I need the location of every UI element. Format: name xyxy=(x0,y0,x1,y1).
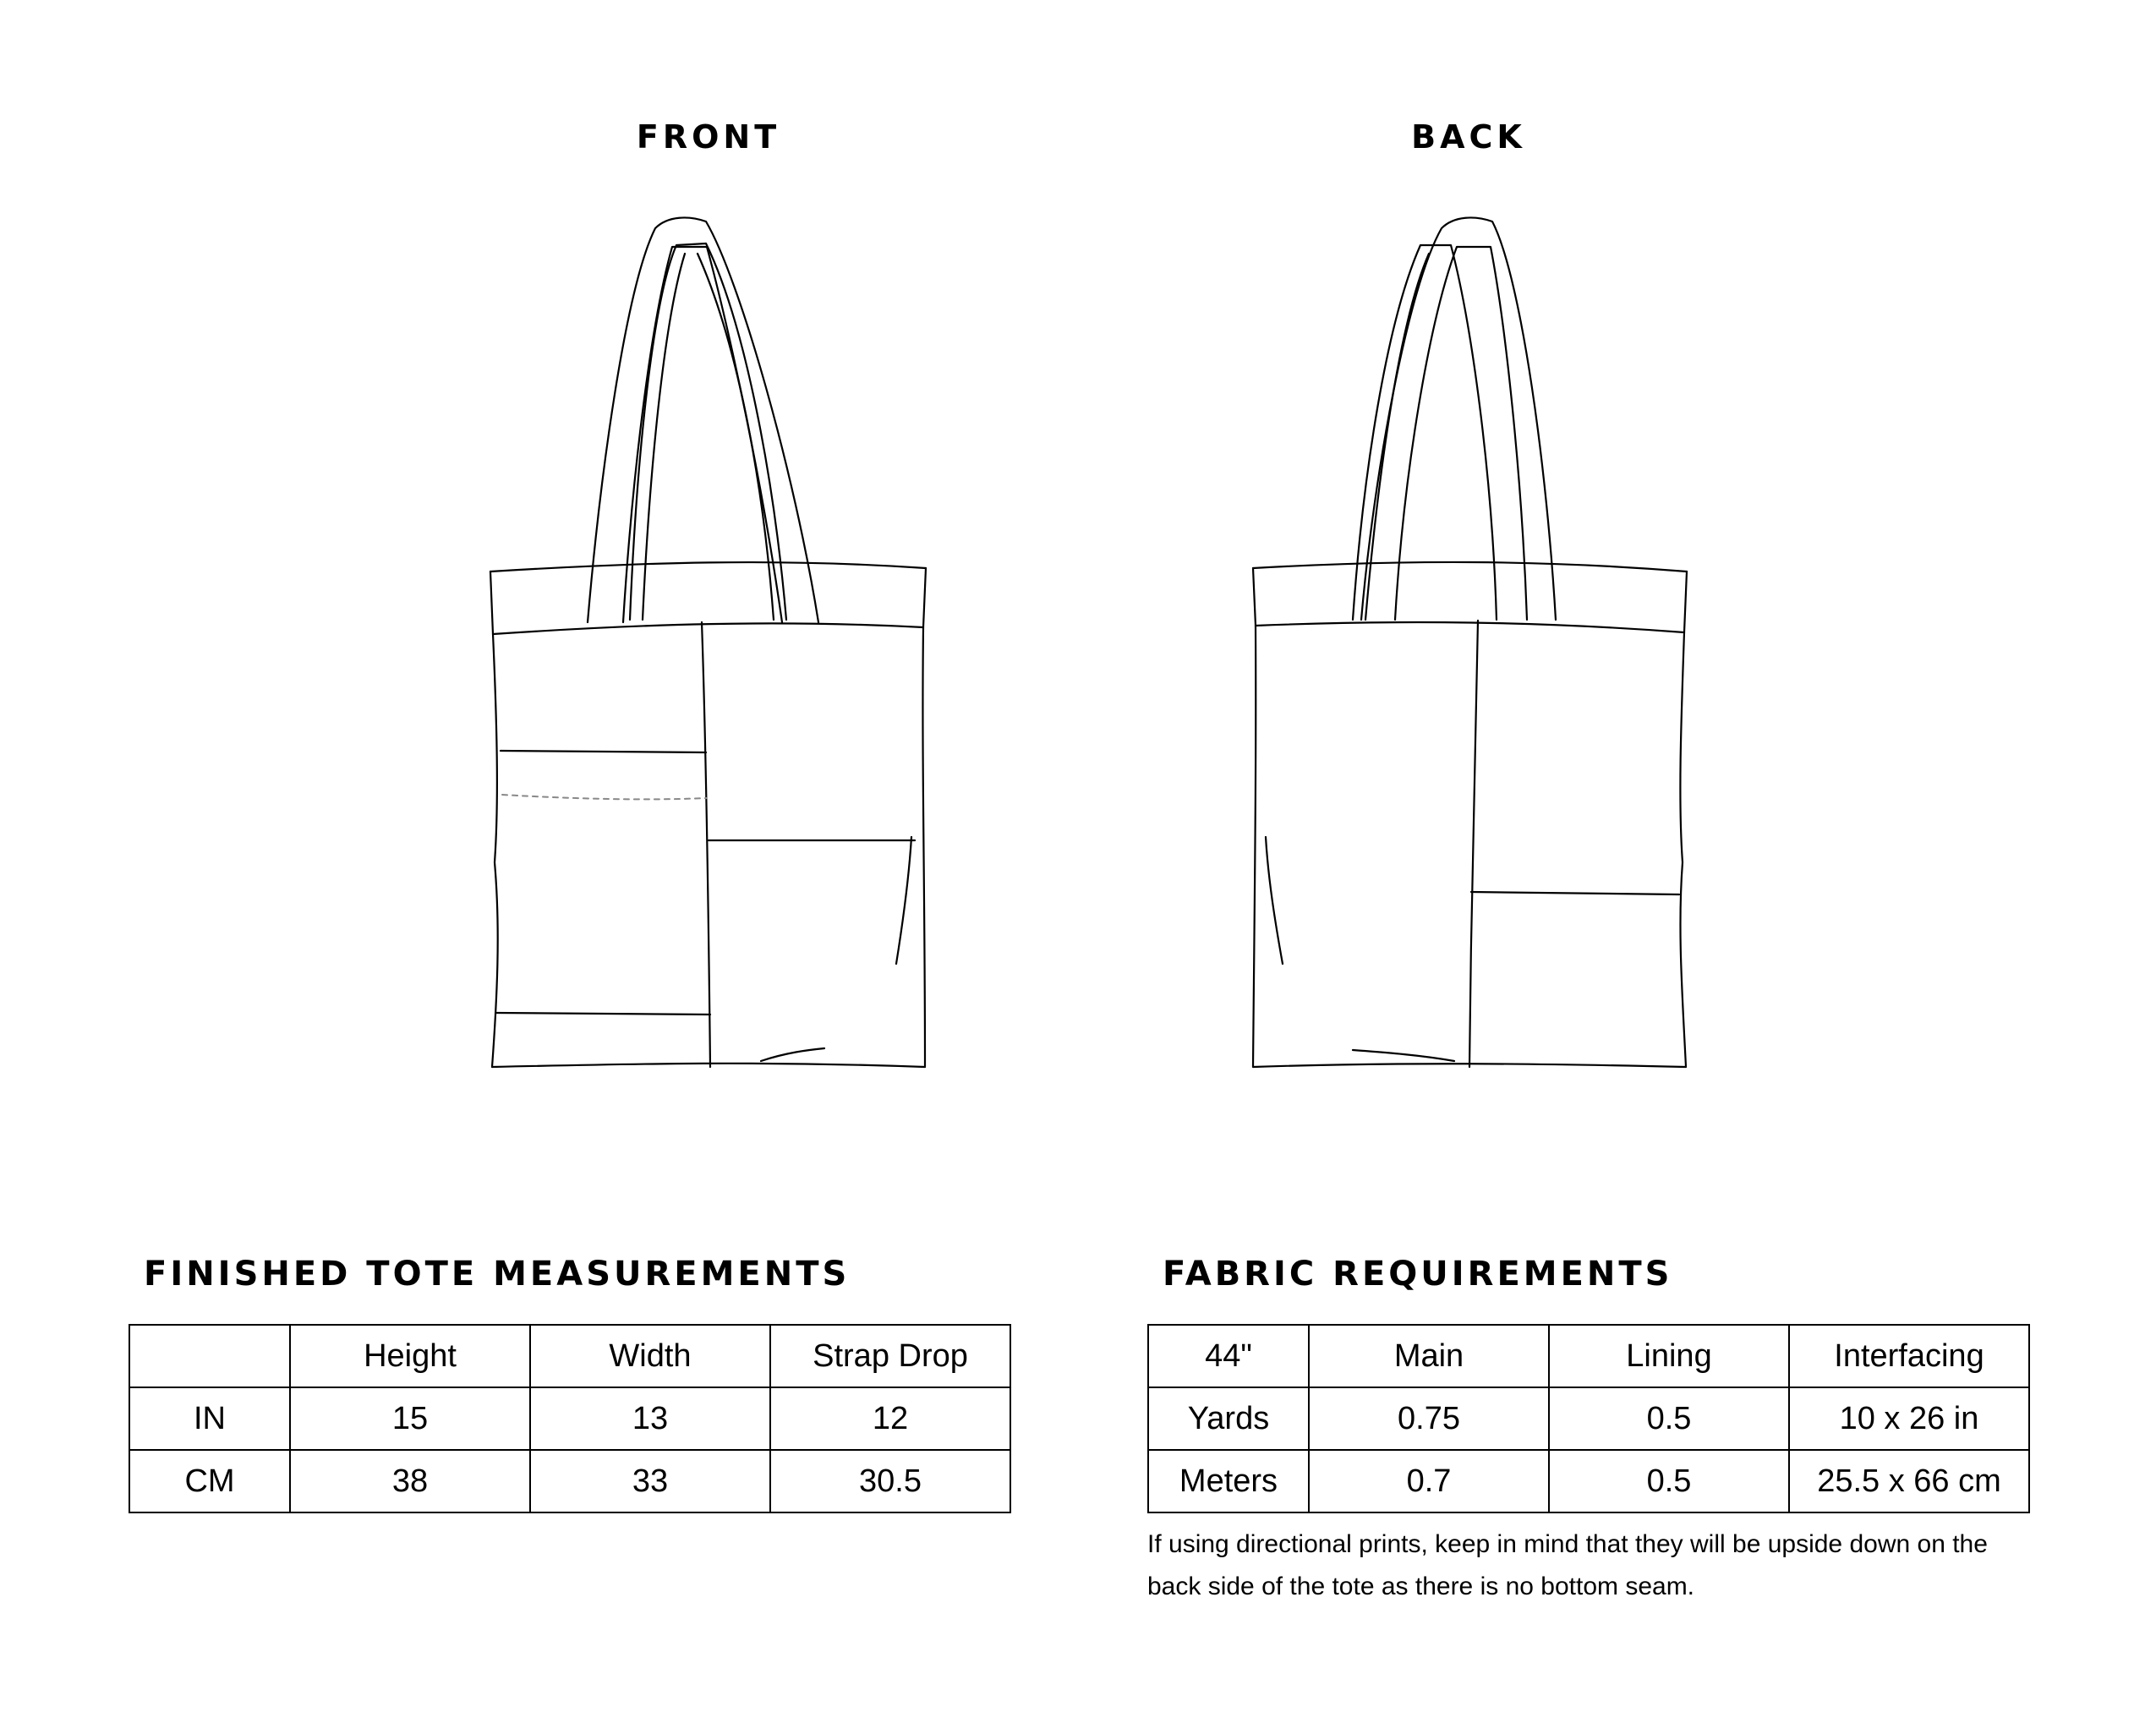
width-cell: 13 xyxy=(530,1387,770,1450)
height-cell: 15 xyxy=(290,1387,530,1450)
directional-print-note: If using directional prints, keep in mind that they will be upside down on the back side of the tote as there is no bottom seam. xyxy=(1147,1530,1988,1600)
table-row xyxy=(1148,1387,2029,1450)
front-side-fold xyxy=(896,837,911,964)
back-bag-bottom-fold xyxy=(1353,1050,1454,1061)
front-pocket-stitch xyxy=(502,795,707,799)
back-band-right xyxy=(1684,572,1687,632)
front-band-right xyxy=(923,568,926,627)
front-strap-outer xyxy=(588,217,818,622)
front-center-seam xyxy=(702,622,710,1067)
height-cell: 38 xyxy=(290,1450,530,1512)
front-band-seam xyxy=(493,623,923,634)
table-row xyxy=(129,1450,1010,1512)
back-center-seam xyxy=(1469,621,1478,1067)
table-row xyxy=(129,1325,1010,1387)
table-row xyxy=(1148,1325,2029,1387)
front-view-title: FRONT xyxy=(636,118,781,156)
back-right-panel-seam xyxy=(1471,892,1679,894)
back-view-title: BACK xyxy=(1411,118,1526,156)
table-row xyxy=(1148,1450,2029,1512)
back-side-fold xyxy=(1266,837,1283,964)
interfacing-cell: 10 x 26 in xyxy=(1789,1387,2029,1450)
back-band-seam xyxy=(1256,622,1684,632)
width-cell: 33 xyxy=(530,1450,770,1512)
front-bag-left-side xyxy=(492,634,498,1067)
header-cell: 44" xyxy=(1148,1325,1309,1387)
back-bag-right-side xyxy=(1680,632,1686,1067)
front-bag-top-edge xyxy=(490,562,926,572)
back-band-left xyxy=(1253,568,1256,626)
back-bag-top-edge xyxy=(1253,562,1687,572)
unit-cell: Yards xyxy=(1148,1387,1309,1450)
measurements-table xyxy=(129,1324,1011,1513)
header-cell: Interfacing xyxy=(1789,1325,2029,1387)
front-bag-bottom-fold xyxy=(761,1048,824,1061)
header-cell: Height xyxy=(290,1325,530,1387)
back-tote-illustration xyxy=(1234,203,1708,1082)
measurements-title: FINISHED TOTE MEASUREMENTS xyxy=(144,1255,851,1294)
unit-cell: Meters xyxy=(1148,1450,1309,1512)
front-strap-inner xyxy=(623,247,782,622)
unit-cell: CM xyxy=(129,1450,290,1512)
strap-drop-cell: 30.5 xyxy=(770,1450,1010,1512)
front-bag-right-side xyxy=(922,627,925,1067)
main-cell: 0.7 xyxy=(1309,1450,1549,1512)
main-cell: 0.75 xyxy=(1309,1387,1549,1450)
back-far-strap-inner xyxy=(1365,254,1429,620)
fabric-requirements-title: FABRIC REQUIREMENTS xyxy=(1163,1255,1673,1294)
lining-cell: 0.5 xyxy=(1549,1450,1789,1512)
fabric-requirements-table xyxy=(1147,1324,2030,1513)
back-bag-left-side xyxy=(1253,626,1256,1067)
front-pocket-top xyxy=(501,751,706,752)
lining-cell: 0.5 xyxy=(1549,1387,1789,1450)
header-cell: Main xyxy=(1309,1325,1549,1387)
front-pocket-bottom xyxy=(495,1013,710,1015)
header-cell: Strap Drop xyxy=(770,1325,1010,1387)
front-band-left xyxy=(490,572,493,634)
strap-drop-cell: 12 xyxy=(770,1387,1010,1450)
front-bag-bottom xyxy=(492,1064,925,1067)
unit-cell: IN xyxy=(129,1387,290,1450)
header-cell: Lining xyxy=(1549,1325,1789,1387)
back-strap-outer-left xyxy=(1395,247,1527,620)
header-cell xyxy=(129,1325,290,1387)
header-cell: Width xyxy=(530,1325,770,1387)
interfacing-cell: 25.5 x 66 cm xyxy=(1789,1450,2029,1512)
table-row xyxy=(129,1387,1010,1450)
front-tote-illustration xyxy=(473,203,947,1082)
